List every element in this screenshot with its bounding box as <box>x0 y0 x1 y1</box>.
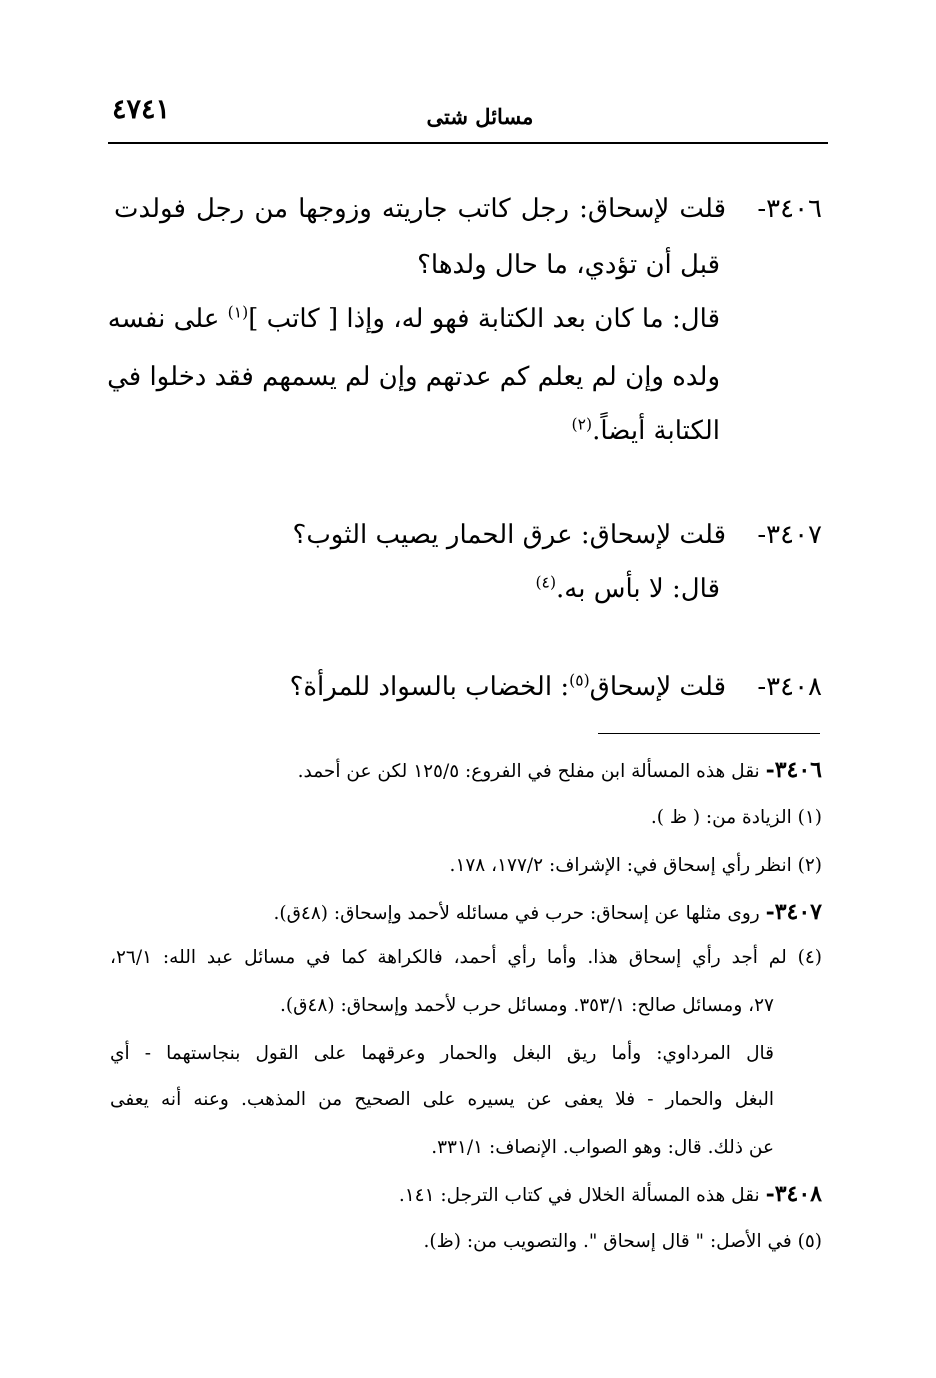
footnote-4-line-4: البغل والحمار - فلا يعفى عن يسيره على الصحيح من المذهب. وعنه أنه يعفى <box>110 1089 774 1110</box>
entry-3406-line-1: ٣٤٠٦-قلت لإسحاق: رجل كاتب جاريته وزوجها من رجل فولدت <box>114 194 822 224</box>
footnote-3406: ٣٤٠٦- نقل هذه المسألة ابن مفلح في الفروع: ١٢٥/٥ لكن عن أحمد. <box>297 757 822 783</box>
footnote-3408: ٣٤٠٨- نقل هذه المسألة الخلال في كتاب الترجل: ١٤١. <box>398 1181 822 1207</box>
entry-3406-line-4: ولده وإن لم يعلم كم عدتهم وإن لم يسمهم فقد دخلوا في <box>107 362 720 392</box>
footnote-number: ٣٤٠٦- <box>765 757 822 783</box>
footnote-4-line-1: (٤) لم أجد رأي إسحاق هذا. وأما رأي أحمد، فالكراهة كما في مسائل عبد الله: ٢٦/١، <box>110 947 822 968</box>
footnote-ref: (٥) <box>569 671 590 690</box>
footnote-2: (٢) انظر رأي إسحاق في: الإشراف: ١٧٧/٢، ١٧٨. <box>449 855 822 876</box>
footnote-number: ٣٤٠٧- <box>765 899 822 925</box>
entry-3406-line-3: قال: ما كان بعد الكتابة فهو له، وإذا [ كاتب ]$^{(١)}$ على نفسه <box>107 303 720 334</box>
entry-number: ٣٤٠٦- <box>757 194 822 224</box>
footnote-ref: (٤) <box>535 573 557 592</box>
footnote-4-line-3: قال المرداوي: وأما ريق البغل والحمار وعرقهما على القول بنجاستهما - أي <box>110 1043 774 1064</box>
entry-3406-line-2: قبل أن تؤدي، ما حال ولدها؟ <box>417 250 720 280</box>
entry-number: ٣٤٠٧- <box>757 520 822 550</box>
entry-3408-line-1: ٣٤٠٨-قلت لإسحاق$^{(٥)}$: الخضاب بالسواد للمرأة؟ <box>289 671 822 702</box>
footnote-ref: (٢) <box>571 415 593 434</box>
footnote-divider <box>598 733 820 734</box>
footnote-4-line-5: عن ذلك. قال: وهو الصواب. الإنصاف: ٣٣١/١. <box>431 1137 774 1158</box>
footnote-ref: (١) <box>227 303 249 322</box>
header-divider <box>108 142 828 144</box>
footnote-1: (١) الزيادة من: ( ظ ). <box>650 807 822 828</box>
entry-3406-line-5: الكتابة أيضاً.$^{(٢)}$ <box>571 415 720 446</box>
footnote-3407: ٣٤٠٧- روى مثلها عن إسحاق: حرب في مسائله لأحمد وإسحاق: (٤٨ق). <box>273 899 822 925</box>
footnote-4-line-2: ٢٧، ومسائل صالح: ٣٥٣/١. ومسائل حرب لأحمد وإسحاق: (٤٨ق). <box>280 995 774 1016</box>
entry-3407-line-2: قال: لا بأس به.$^{(٤)}$ <box>535 573 720 604</box>
running-title: مسائل شتى <box>426 104 534 129</box>
footnote-number: ٣٤٠٨- <box>765 1181 822 1207</box>
page-number: ٤٧٤١ <box>112 94 171 125</box>
entry-3407-line-1: ٣٤٠٧-قلت لإسحاق: عرق الحمار يصيب الثوب؟ <box>292 520 822 550</box>
entry-number: ٣٤٠٨- <box>757 672 822 702</box>
footnote-5: (٥) في الأصل: " قال إسحاق ". والتصويب من: (ظ). <box>423 1231 822 1252</box>
